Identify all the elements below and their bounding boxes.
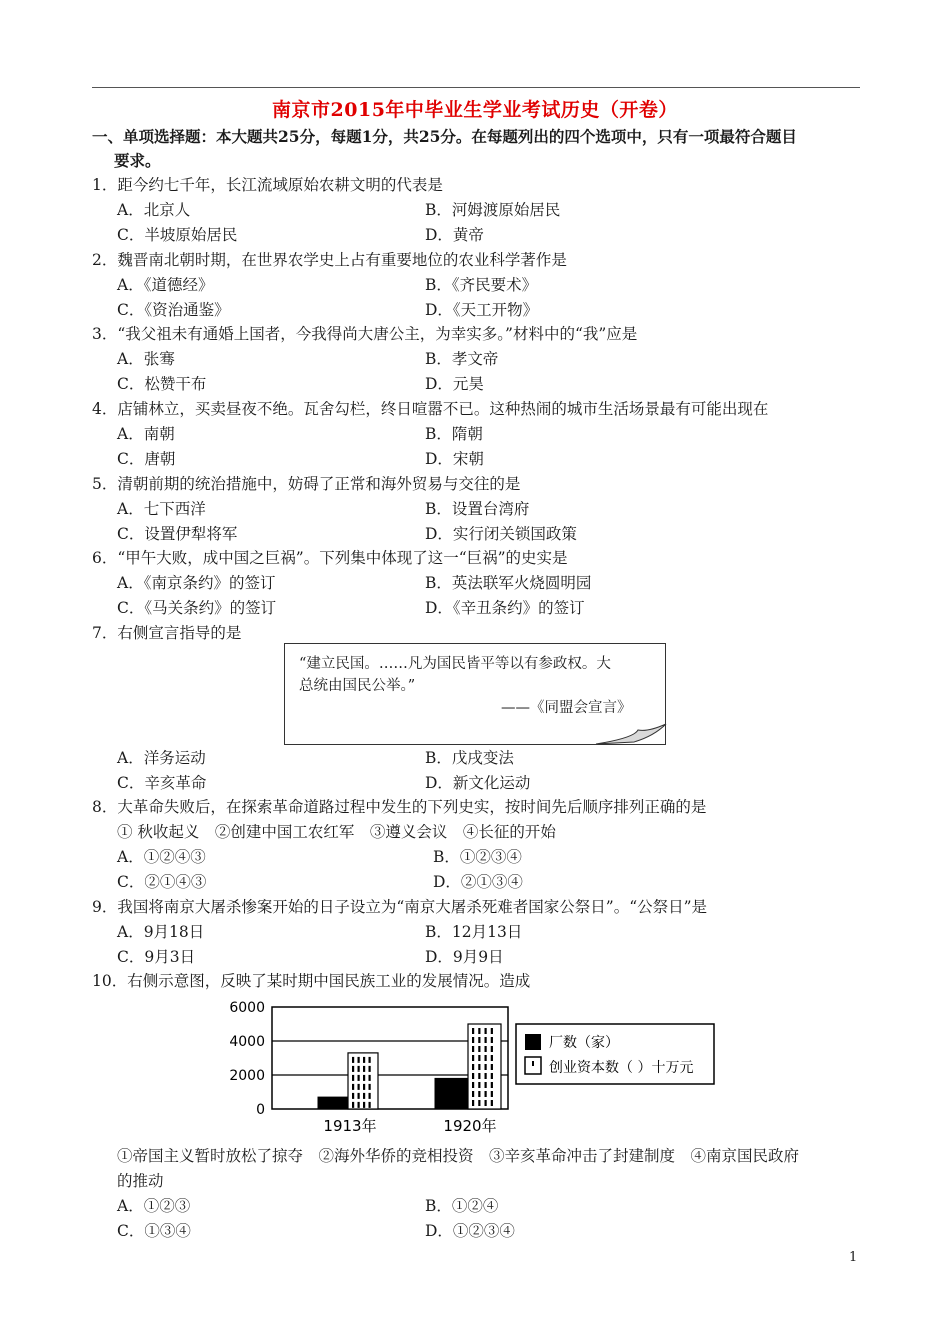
chart-bar-window <box>472 1073 474 1079</box>
question-3-stem: 3．“我父祖未有通婚上国者，今我得尚大唐公主，为幸实多。”材料中的“我”应是 <box>92 325 638 343</box>
question-4-option-d: D．宋朝 <box>425 450 484 468</box>
question-9-option-a: A．9月18日 <box>117 923 205 941</box>
question-9-option-b: B．12月13日 <box>425 923 523 941</box>
legend-swatch-factories <box>525 1034 541 1050</box>
question-10-items-line1: ①帝国主义暂时放松了掠夺 ②海外华侨的竞相投资 ③辛亥革命冲击了封建制度 ④南京国民政府 <box>117 1147 800 1165</box>
question-10-option-c: C．①③④ <box>117 1222 191 1240</box>
chart-bar-window <box>478 1091 480 1097</box>
question-10-items-line2: 的推动 <box>117 1172 164 1190</box>
chart-bar-window <box>472 1028 474 1034</box>
chart-bar-window <box>352 1075 354 1081</box>
chart-bar-window <box>472 1082 474 1088</box>
chart-bar-window <box>363 1075 365 1081</box>
section-heading-line1: 一、单项选择题：本大题共25分，每题1分，共25分。在每题列出的四个选项中，只有一项最符合题目 <box>92 127 797 146</box>
question-8-option-c: C．②①④③ <box>117 873 207 891</box>
chart-bar-window <box>485 1046 487 1052</box>
chart-bar-window <box>352 1084 354 1090</box>
question-7-stem: 7．右侧宣言指导的是 <box>92 624 242 642</box>
question-7-option-c: C．辛亥革命 <box>117 774 207 792</box>
chart-bar-window <box>485 1037 487 1043</box>
chart-bar-window <box>472 1091 474 1097</box>
question-3-option-b: B．孝文帝 <box>425 350 499 368</box>
question-4-option-b: B．隋朝 <box>425 425 483 443</box>
chart-bar-window <box>352 1066 354 1072</box>
chart-bar-window <box>352 1093 354 1099</box>
question-5-option-c: C．设置伊犁将军 <box>117 525 238 543</box>
chart-bar-window <box>491 1091 493 1097</box>
quote-line-1: “建立民国。……凡为国民皆平等以有参政权。大 <box>299 656 611 672</box>
chart-bar-window <box>472 1064 474 1070</box>
chart-bar-window <box>478 1037 480 1043</box>
chart-bar-window <box>485 1064 487 1070</box>
chart-bar-window <box>358 1084 360 1090</box>
chart-bar-window <box>363 1084 365 1090</box>
question-10-option-d: D．①②③④ <box>425 1222 515 1240</box>
question-7-option-a: A．洋务运动 <box>117 749 206 767</box>
question-2-option-d: D．《天工开物》 <box>425 301 539 319</box>
chart-bar-window <box>491 1064 493 1070</box>
header-rule <box>92 87 860 88</box>
quote-source: ——《同盟会宣言》 <box>501 700 632 716</box>
chart-bar-window <box>472 1055 474 1061</box>
chart-y-tick-label: 6000 <box>229 1000 265 1016</box>
chart-bar-window <box>478 1028 480 1034</box>
legend-swatch-capital-window <box>532 1061 534 1066</box>
question-1-stem: 1．距今约七千年，长江流域原始农耕文明的代表是 <box>92 176 443 194</box>
question-3-option-a: A．张骞 <box>117 350 175 368</box>
legend-label-capital: 创业资本数（ ）十万元 <box>549 1060 694 1076</box>
question-10-option-b: B．①②④ <box>425 1197 499 1215</box>
question-8-stem: 8．大革命失败后，在探索革命道路过程中发生的下列史实，按时间先后顺序排列正确的是 <box>92 798 707 816</box>
question-8-option-d: D．②①③④ <box>433 873 523 891</box>
question-7-option-d: D．新文化运动 <box>425 774 531 792</box>
question-3-option-d: D．元昊 <box>425 375 484 393</box>
question-6-stem: 6．“甲午大败，成中国之巨祸”。下列集中体现了这一“巨祸”的史实是 <box>92 549 568 567</box>
question-4-stem: 4．店铺林立，买卖昼夜不绝。瓦舍勾栏，终日喧嚣不已。这种热闹的城市生活场景最有可能出现在 <box>92 400 769 418</box>
chart-bar-window <box>358 1075 360 1081</box>
chart-bar-factories <box>435 1078 468 1109</box>
chart-bar-window <box>369 1093 371 1099</box>
question-9-stem: 9．我国将南京大屠杀惨案开始的日子设立为“南京大屠杀死难者国家公祭日”。“公祭日”是 <box>92 898 708 916</box>
chart-bar-window <box>478 1046 480 1052</box>
question-6-option-b: B．英法联军火烧圆明园 <box>425 574 592 592</box>
section-heading-line2: 要求。 <box>114 151 161 170</box>
chart-y-tick-label: 4000 <box>229 1034 265 1050</box>
chart-bar-window <box>478 1100 480 1106</box>
chart-bar-window <box>485 1073 487 1079</box>
chart-x-tick-label: 1920年 <box>443 1117 497 1135</box>
page-title: 南京市2015年中毕业生学业考试历史（开卷） <box>272 99 678 121</box>
chart-bar-window <box>369 1102 371 1108</box>
chart-y-tick-label: 2000 <box>229 1068 265 1084</box>
question-1-option-c: C．半坡原始居民 <box>117 226 238 244</box>
question-5-option-d: D．实行闭关锁国政策 <box>425 525 577 543</box>
question-2-stem: 2．魏晋南北朝时期，在世界农学史上占有重要地位的农业科学著作是 <box>92 251 567 269</box>
chart-bar-window <box>363 1057 365 1063</box>
chart-bar-window <box>369 1075 371 1081</box>
question-4-option-c: C．唐朝 <box>117 450 176 468</box>
chart-bar-window <box>472 1046 474 1052</box>
chart-bar-window <box>485 1055 487 1061</box>
question-10-stem: 10．右侧示意图，反映了某时期中国民族工业的发展情况。造成 <box>92 972 531 990</box>
chart-bar-window <box>478 1055 480 1061</box>
chart-bar-window <box>363 1093 365 1099</box>
page-curl-icon <box>594 722 670 748</box>
question-8-option-b: B．①②③④ <box>433 848 522 866</box>
question-9-option-c: C．9月3日 <box>117 948 196 966</box>
chart-bar-window <box>478 1082 480 1088</box>
chart-bar-window <box>485 1100 487 1106</box>
question-8-items: ① 秋收起义 ②创建中国工农红军 ③遵义会议 ④长征的开始 <box>117 823 556 841</box>
chart-bar-window <box>491 1046 493 1052</box>
chart-x-tick-label: 1913年 <box>323 1117 377 1135</box>
page-number: 1 <box>849 1250 858 1265</box>
quote-line-2: 总统由国民公举。” <box>299 678 416 694</box>
question-6-option-a: A．《南京条约》的签订 <box>117 574 276 592</box>
question-1-option-b: B．河姆渡原始居民 <box>425 201 561 219</box>
chart-bar-window <box>472 1100 474 1106</box>
question-8-option-a: A．①②④③ <box>117 848 206 866</box>
chart-bar-window <box>491 1082 493 1088</box>
chart-bar-window <box>491 1028 493 1034</box>
chart-bar-window <box>363 1066 365 1072</box>
chart-bar-window <box>352 1102 354 1108</box>
question-9-option-d: D．9月9日 <box>425 948 504 966</box>
question-1-option-a: A．北京人 <box>117 201 191 219</box>
chart-bar-window <box>369 1066 371 1072</box>
chart-bar-window <box>485 1082 487 1088</box>
chart-bar-window <box>478 1073 480 1079</box>
legend-label-factories: 厂数（家） <box>549 1035 619 1051</box>
industry-chart <box>215 995 725 1141</box>
question-2-option-b: B．《齐民要术》 <box>425 276 538 294</box>
chart-bar-window <box>358 1093 360 1099</box>
chart-bar-window <box>491 1055 493 1061</box>
chart-bar-factories <box>318 1097 348 1109</box>
question-4-option-a: A．南朝 <box>117 425 175 443</box>
chart-bar-window <box>485 1091 487 1097</box>
chart-bar-window <box>369 1057 371 1063</box>
question-10-option-a: A．①②③ <box>117 1197 191 1215</box>
chart-y-tick-label: 0 <box>256 1102 265 1118</box>
question-5-stem: 5．清朝前期的统治措施中，妨碍了正常和海外贸易与交往的是 <box>92 475 521 493</box>
question-1-option-d: D．黄帝 <box>425 226 484 244</box>
chart-bar-window <box>472 1037 474 1043</box>
chart-bar-window <box>363 1102 365 1108</box>
question-6-option-d: D．《辛丑条约》的签订 <box>425 599 585 617</box>
chart-bar-window <box>358 1057 360 1063</box>
chart-bar-window <box>478 1064 480 1070</box>
chart-bar-window <box>358 1066 360 1072</box>
chart-bar-window <box>491 1100 493 1106</box>
question-5-option-a: A．七下西洋 <box>117 500 206 518</box>
question-6-option-c: C．《马关条约》的签订 <box>117 599 277 617</box>
chart-bar-window <box>485 1028 487 1034</box>
question-2-option-a: A．《道德经》 <box>117 276 214 294</box>
chart-bar-window <box>369 1084 371 1090</box>
chart-bar-window <box>352 1057 354 1063</box>
chart-bar-window <box>491 1037 493 1043</box>
question-7-option-b: B．戊戌变法 <box>425 749 514 767</box>
chart-bar-window <box>491 1073 493 1079</box>
question-3-option-c: C．松赞干布 <box>117 375 207 393</box>
question-2-option-c: C．《资治通鉴》 <box>117 301 230 319</box>
question-5-option-b: B．设置台湾府 <box>425 500 530 518</box>
chart-bar-window <box>358 1102 360 1108</box>
